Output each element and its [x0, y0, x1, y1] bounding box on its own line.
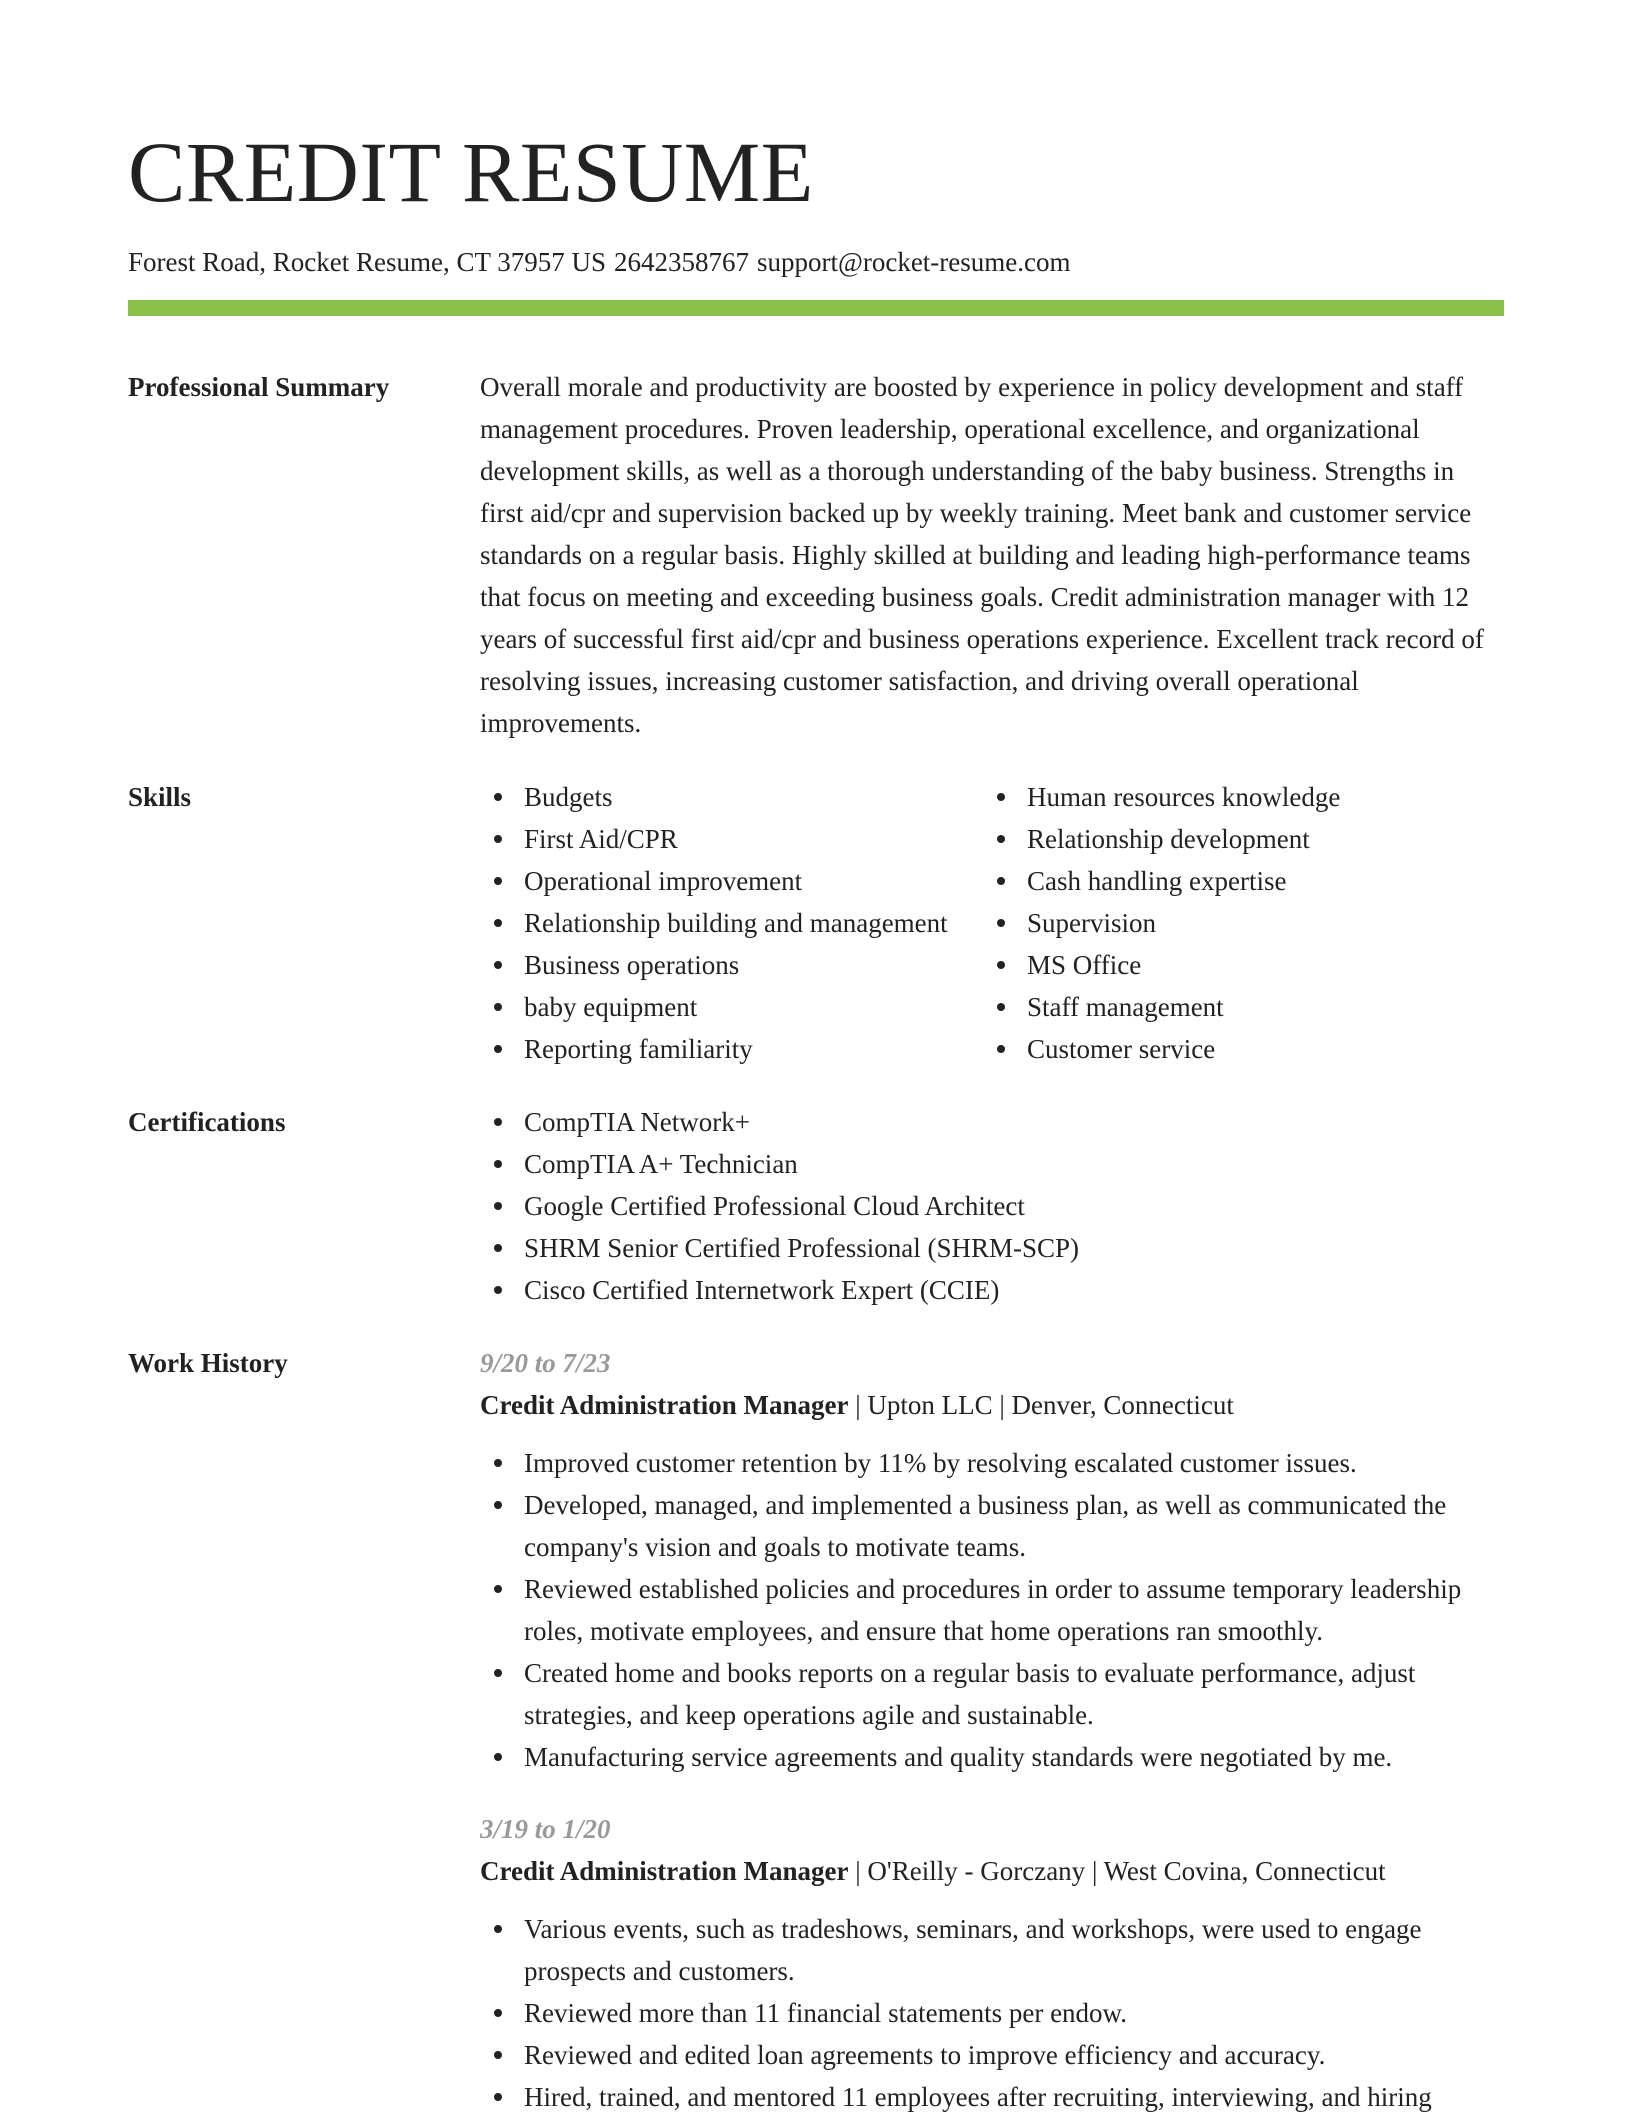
contact-phone: 2642358767	[613, 247, 749, 277]
contact-address: Forest Road, Rocket Resume, CT 37957 US	[128, 247, 606, 277]
skill-item: Customer service	[983, 1028, 1504, 1070]
job-bullet: Improved customer retention by 11% by resolving escalated customer issues.	[480, 1442, 1504, 1484]
header-divider	[128, 300, 1504, 316]
skill-item: Relationship building and management	[480, 902, 983, 944]
skill-item: Cash handling expertise	[983, 860, 1504, 902]
section-body-skills	[480, 776, 1504, 1070]
skills-grid	[480, 776, 1504, 1070]
job-bullet: Hired, trained, and mentored 11 employees after recruiting, interviewing, and hiring	[480, 2076, 1504, 2118]
skills-list-left	[480, 776, 983, 1070]
section-body-summary	[480, 366, 1504, 744]
job-bullets	[480, 1442, 1504, 1778]
skills-list-right	[983, 776, 1504, 1070]
section-label-summary: Professional Summary	[128, 372, 390, 402]
skill-item: Reporting familiarity	[480, 1028, 983, 1070]
job-entry	[480, 1808, 1504, 2118]
job-entry	[480, 1342, 1504, 1778]
job-bullet: Developed, managed, and implemented a business plan, as well as communicated the company's vision and goals to motivate teams.	[480, 1484, 1504, 1568]
job-heading: Credit Administration Manager | Upton LLC | Denver, Connecticut	[480, 1390, 1234, 1420]
job-bullets	[480, 1908, 1504, 2118]
certifications-list	[480, 1101, 1504, 1311]
certification-item: Cisco Certified Internetwork Expert (CCIE)	[480, 1269, 1504, 1311]
section-label-skills: Skills	[128, 782, 192, 812]
job-bullet: Reviewed more than 11 financial statements per endow.	[480, 1992, 1504, 2034]
job-dates: 9/20 to 7/23	[480, 1348, 611, 1378]
job-bullet: Various events, such as tradeshows, seminars, and workshops, were used to engage prospects and customers.	[480, 1908, 1504, 1992]
skill-item: MS Office	[983, 944, 1504, 986]
certification-item: Google Certified Professional Cloud Architect	[480, 1185, 1504, 1227]
skill-item: Supervision	[983, 902, 1504, 944]
skill-item: Staff management	[983, 986, 1504, 1028]
section-body-work-history	[480, 1342, 1504, 2118]
job-company: O'Reilly - Gorczany	[867, 1856, 1086, 1886]
job-bullet: Reviewed established policies and procedures in order to assume temporary leadership roles, motivate employees, and ensure that home operations ran smoothly.	[480, 1568, 1504, 1652]
certification-item: CompTIA A+ Technician	[480, 1143, 1504, 1185]
job-title: Credit Administration Manager	[480, 1390, 849, 1420]
section-certifications	[128, 1101, 1504, 1311]
skill-item: Budgets	[480, 776, 983, 818]
certification-item: CompTIA Network+	[480, 1101, 1504, 1143]
job-location: Denver, Connecticut	[1011, 1390, 1234, 1420]
job-heading: Credit Administration Manager | O'Reilly - Gorczany | West Covina, Connecticut	[480, 1856, 1386, 1886]
job-title: Credit Administration Manager	[480, 1856, 849, 1886]
skill-item: Business operations	[480, 944, 983, 986]
job-bullet: Reviewed and edited loan agreements to improve efficiency and accuracy.	[480, 2034, 1504, 2076]
job-location: West Covina, Connecticut	[1103, 1856, 1386, 1886]
job-company: Upton LLC	[867, 1390, 993, 1420]
job-bullet: Created home and books reports on a regular basis to evaluate performance, adjust strategies, and keep operations agile and sustainable.	[480, 1652, 1504, 1736]
contact-line	[128, 244, 1504, 280]
skill-item: baby equipment	[480, 986, 983, 1028]
skill-item: First Aid/CPR	[480, 818, 983, 860]
resume-title: CREDIT RESUME	[128, 124, 814, 220]
resume-page	[128, 0, 1504, 2118]
job-bullet: Manufacturing service agreements and quality standards were negotiated by me.	[480, 1736, 1504, 1778]
contact-email: support@rocket-resume.com	[756, 247, 1071, 277]
section-skills	[128, 776, 1504, 1070]
job-dates: 3/19 to 1/20	[480, 1814, 611, 1844]
summary-text: Overall morale and productivity are boosted by experience in policy development and staff management procedures. Proven leadership, operational excellence, and organizational development skills, as well as a thorough understanding of the baby business. Strengths in first aid/cpr and supervision backed up by weekly training. Meet bank and customer service standards on a regular basis. Highly skilled at building and leading high-performance teams that focus on meeting and exceeding business goals. Credit administration manager with 12 years of successful first aid/cpr and business operations experience. Excellent track record of resolving issues, increasing customer satisfaction, and driving overall operational improvements.	[480, 372, 1484, 738]
certification-item: SHRM Senior Certified Professional (SHRM-SCP)	[480, 1227, 1504, 1269]
skill-item: Relationship development	[983, 818, 1504, 860]
section-label-certifications: Certifications	[128, 1107, 286, 1137]
section-work-history	[128, 1342, 1504, 2118]
section-label-work-history: Work History	[128, 1348, 288, 1378]
section-body-certifications	[480, 1101, 1504, 1311]
skill-item: Human resources knowledge	[983, 776, 1504, 818]
section-summary	[128, 366, 1504, 744]
skill-item: Operational improvement	[480, 860, 983, 902]
